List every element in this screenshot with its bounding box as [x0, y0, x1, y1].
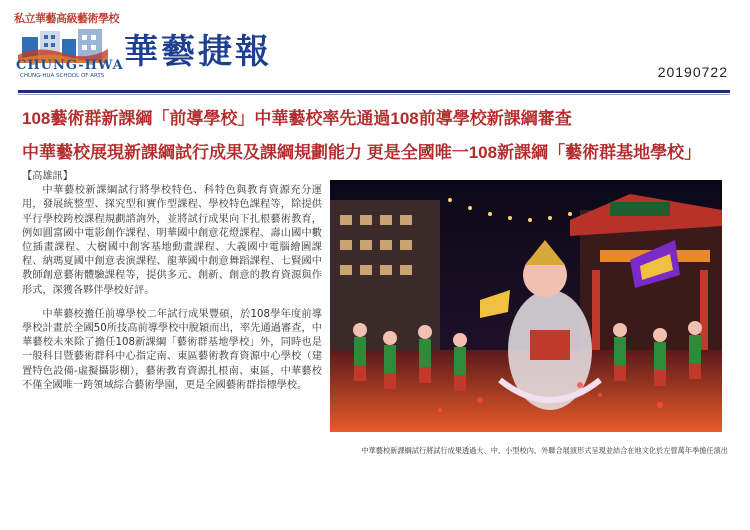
headline-secondary: 中華藝校展現新課綱試行成果及課綱規劃能力 更是全國唯一108新課綱「藝術群基地學校」 — [22, 143, 702, 162]
festival-parade-photo — [330, 180, 722, 432]
issue-date: 20190722 — [657, 64, 728, 80]
header-divider-thin — [18, 94, 730, 95]
logo-wordmark: CHUNG-HWA — [16, 58, 124, 73]
school-logo — [14, 10, 124, 82]
article-body — [22, 170, 322, 403]
article-paragraph: 中華藝校新課綱試行將學校特色、科特色與教育資源充分運用，發展統整型、探究型和實作型課程、學校特色課程等，除提供平行學校跨校課程規劃諮詢外，並將試行成果向下扎根藝術教育，例如圓富國中電影創作課程、明華國中創意花燈課程、壽山國中數位插畫課程、大樹國中創客基地動畫課程、大義國中電腦繪圖課程、納瑪夏國中創意表演課程、龍華國中創意舞蹈課程、七賢國中教師創意藝術體驗課程等，提供多元、創新、創意的教育資源與作形式，深獲各夥伴學校好評。 — [22, 185, 322, 296]
photo-caption: 中華藝校新課綱試行將試行成果透過大、中、小型校內、外聯合展演形式呈現並結合在地文化於左營萬年季擔任演出 — [361, 446, 728, 455]
logo-school-name: 私立華藝高級藝術學校 — [14, 12, 119, 25]
logo-subtitle: CHUNG-HUA SCHOOL OF ARTS — [20, 73, 105, 79]
festival-photo-illustration — [330, 180, 722, 432]
masthead-title: 華藝捷報 — [124, 32, 272, 72]
article-paragraph: 中華藝校擔任前導學校二年試行成果豐碩，於108學年度前導學校計畫於全國50所技高前導學校中脫穎而出，率先通過審查，中華藝校未來除了擔任108新課綱「藝術群基地學校」外，同時也是一般科目暨藝術群科中心指定南、東區藝術教育資源中心學校（建置特色設備-虛擬攝影棚），藝術教育資源扎根南、東區，中華藝校不僅全國唯一跨領域綜合藝術學園，更是全國藝術群指標學校。 — [22, 308, 322, 391]
headline-primary: 108藝術群新課綱「前導學校」中華藝校率先通過108前導學校新課綱審查 — [22, 109, 572, 128]
article-byline: 【高雄訊】 — [22, 171, 73, 182]
header-divider — [18, 90, 730, 93]
